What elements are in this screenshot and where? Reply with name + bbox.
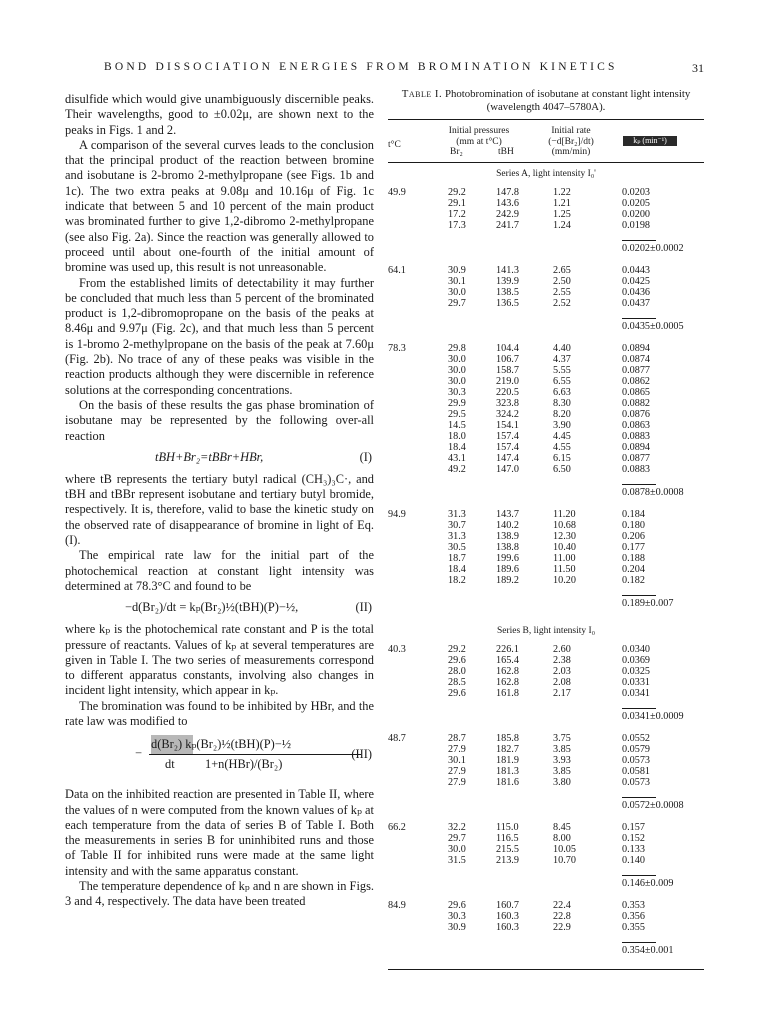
table-cell: 2.03: [553, 666, 571, 677]
table-cell: 30.0: [448, 365, 466, 376]
average-value: 0.0435±0.0005: [622, 321, 684, 332]
column-rate: [553, 343, 571, 475]
running-title: BOND DISSOCIATION ENERGIES FROM BROMINATION KINETICS: [104, 61, 618, 73]
table-cell: 43.1: [448, 453, 466, 464]
series-b-title: Series B, light intensity I₀: [496, 626, 596, 636]
column-rate: [553, 733, 571, 788]
table-cell: 29.7: [448, 833, 466, 844]
table-cell: 220.5: [496, 387, 519, 398]
col-rate-constant: kₚ (min⁻¹): [623, 136, 677, 146]
table-cell: 12.30: [553, 531, 576, 542]
table-cell: 27.9: [448, 766, 466, 777]
table-cell: 30.9: [448, 265, 466, 276]
col-initial-pressures: [446, 126, 514, 157]
equation-3: [65, 735, 374, 779]
column-tbh: [496, 509, 519, 586]
column-br2: [448, 900, 466, 933]
column-k: [622, 822, 645, 866]
table-cell: 30.0: [448, 844, 466, 855]
equation-3-number: (III): [351, 747, 372, 762]
column-br2: [448, 644, 466, 699]
table-cell: 2.52: [553, 298, 571, 309]
table-cell: 3.85: [553, 766, 571, 777]
table-cell: 10.20: [553, 575, 576, 586]
table-cell: 323.8: [496, 398, 519, 409]
table-cell: 138.8: [496, 542, 519, 553]
table-cell: 157.4: [496, 431, 519, 442]
table-cell: 0.0573: [622, 755, 651, 766]
table-cell: 116.5: [496, 833, 519, 844]
column-tbh: [496, 644, 519, 699]
equation-3-denominator: 1+n(HBr)/(Br₂): [205, 757, 283, 772]
average-rule: [622, 708, 656, 709]
temperature-cell: 40.3: [388, 644, 406, 655]
table-cell: 2.55: [553, 287, 571, 298]
table-cell: 22.9: [553, 922, 571, 933]
table-cell: 213.9: [496, 855, 519, 866]
table-cell: 30.1: [448, 755, 466, 766]
table-caption: [388, 88, 704, 113]
paragraph-6: The empirical rate law for the initial part of the photochemical reaction at constant light intensity was determined at 78.3°C and found to be: [65, 548, 374, 593]
table-cell: 160.7: [496, 900, 519, 911]
column-br2: [448, 265, 466, 309]
table-cell: 181.9: [496, 755, 519, 766]
column-rate: [553, 644, 571, 699]
table-cell: 4.40: [553, 343, 571, 354]
table-cell: 30.9: [448, 922, 466, 933]
fraction-bar: [149, 754, 361, 755]
table-row-group: [388, 900, 704, 967]
column-rate: [553, 265, 571, 309]
table-cell: 1.21: [553, 198, 571, 209]
table-cell: 49.2: [448, 464, 466, 475]
table-cell: 141.3: [496, 265, 519, 276]
table-cell: 10.70: [553, 855, 576, 866]
column-rate: [553, 900, 571, 933]
table-cell: 139.9: [496, 276, 519, 287]
table-cell: 324.2: [496, 409, 519, 420]
table-cell: 0.204: [622, 564, 645, 575]
column-rate: [553, 187, 571, 231]
table-cell: 0.0205: [622, 198, 651, 209]
table-cell: 3.80: [553, 777, 571, 788]
series-a-rows: [388, 187, 704, 620]
table-row-group: [388, 187, 704, 265]
average-value: 0.0202±0.0002: [622, 243, 684, 254]
table-cell: 6.15: [553, 453, 571, 464]
table-cell: 27.9: [448, 744, 466, 755]
table-cell: 0.0425: [622, 276, 651, 287]
temperature-cell: 94.9: [388, 509, 406, 520]
table-cell: 181.3: [496, 766, 519, 777]
average-rule: [622, 484, 656, 485]
paragraph-10: The temperature dependence of kₚ and n are shown in Figs. 3 and 4, respectively. The data have been treated: [65, 879, 375, 909]
table-cell: 0.0883: [622, 431, 651, 442]
table-cell: 3.75: [553, 733, 571, 744]
temperature-cell: 84.9: [388, 900, 406, 911]
table-cell: 29.6: [448, 900, 466, 911]
column-br2: [448, 187, 466, 231]
table-cell: 3.93: [553, 755, 571, 766]
table-cell: 31.3: [448, 531, 466, 542]
table-cell: 0.0862: [622, 376, 651, 387]
table-cell: 28.0: [448, 666, 466, 677]
table-cell: 0.353: [622, 900, 645, 911]
table-cell: 143.6: [496, 198, 519, 209]
table-cell: 30.5: [448, 542, 466, 553]
column-tbh: [496, 265, 519, 309]
running-header: [104, 61, 704, 77]
table-cell: 0.0443: [622, 265, 651, 276]
average-value: 0.0878±0.0008: [622, 487, 684, 498]
table-cell: 0.188: [622, 553, 645, 564]
table-cell: 0.0331: [622, 677, 651, 688]
table-bottom-rule: [388, 969, 704, 970]
table-cell: 8.00: [553, 833, 571, 844]
table-cell: 30.0: [448, 287, 466, 298]
average-value: 0.0341±0.0009: [622, 711, 684, 722]
table-cell: 185.8: [496, 733, 519, 744]
table-cell: 8.45: [553, 822, 571, 833]
table-cell: 30.1: [448, 276, 466, 287]
table-cell: 6.50: [553, 464, 571, 475]
temperature-cell: 78.3: [388, 343, 406, 354]
col-rate-label-3: (mm/min): [551, 147, 591, 157]
column-k: [622, 265, 650, 309]
table-cell: 28.5: [448, 677, 466, 688]
table-cell: 219.0: [496, 376, 519, 387]
paragraph-5: where tB represents the tertiary butyl radical (CH₃)₃C·, and tBH and tBBr represent isobutane and tertiary butyl bromide, respectively. It is, therefore, valid to base the kinetic study on the observed rate of disappearance of bromine in light of Eq. (I).: [65, 471, 374, 548]
table-cell: 0.0203: [622, 187, 651, 198]
average-rule: [622, 595, 656, 596]
table-cell: 1.22: [553, 187, 571, 198]
table-cell: 6.63: [553, 387, 571, 398]
table-cell: 0.184: [622, 509, 645, 520]
table-cell: 0.180: [622, 520, 645, 531]
table-cell: 29.2: [448, 187, 466, 198]
table-cell: 226.1: [496, 644, 519, 655]
table-cell: 29.9: [448, 398, 466, 409]
column-k: [622, 644, 650, 699]
table-cell: 4.55: [553, 442, 571, 453]
col-temperature: t°C: [388, 140, 401, 150]
table-cell: 29.1: [448, 198, 466, 209]
series-a-title: Series A, light intensity I₀': [496, 169, 596, 179]
table-cell: 147.0: [496, 464, 519, 475]
table-cell: 2.08: [553, 677, 571, 688]
col-tbh: tBH: [498, 147, 514, 157]
table-cell: 10.68: [553, 520, 576, 531]
table-cell: 17.2: [448, 209, 466, 220]
table-cell: 215.5: [496, 844, 519, 855]
table-cell: 0.0573: [622, 777, 651, 788]
table-cell: 0.152: [622, 833, 645, 844]
average-rule: [622, 797, 656, 798]
table-cell: 0.0865: [622, 387, 651, 398]
average-value: 0.354±0.001: [622, 945, 674, 956]
table-cell: 10.05: [553, 844, 576, 855]
table-cell: 14.5: [448, 420, 466, 431]
col-br2: Br₂: [450, 147, 463, 157]
table-column-headers: [388, 120, 704, 162]
average-rule: [622, 318, 656, 319]
table-cell: 0.0325: [622, 666, 651, 677]
column-k: [622, 733, 650, 788]
table-cell: 0.356: [622, 911, 645, 922]
table-cell: 10.40: [553, 542, 576, 553]
table-cell: 11.50: [553, 564, 576, 575]
table-cell: 32.2: [448, 822, 466, 833]
table-cell: 138.9: [496, 531, 519, 542]
table-cell: 29.7: [448, 298, 466, 309]
column-rate: [553, 822, 576, 866]
column-br2: [448, 733, 466, 788]
paragraph-1: disulfide which would give unambiguously discernible peaks. Their wavelengths, good to ±0.02μ, are shown next to the peaks in Figs. 1 and 2.: [65, 92, 374, 137]
table-cell: 0.0581: [622, 766, 651, 777]
table-cell: 140.2: [496, 520, 519, 531]
table-cell: 18.0: [448, 431, 466, 442]
col-initial-rate: [538, 126, 604, 158]
table-cell: 29.5: [448, 409, 466, 420]
column-tbh: [496, 733, 519, 788]
equation-2-number: (II): [355, 600, 372, 615]
table-cell: 29.6: [448, 655, 466, 666]
table-cell: 3.90: [553, 420, 571, 431]
column-k: [622, 187, 650, 231]
table-cell: 0.0436: [622, 287, 651, 298]
table-cell: 0.355: [622, 922, 645, 933]
table-cell: 0.0579: [622, 744, 651, 755]
table-cell: 2.50: [553, 276, 571, 287]
table-row-group: [388, 822, 704, 900]
minus-sign: −: [135, 746, 142, 761]
table-cell: 0.0876: [622, 409, 651, 420]
table-cell: 0.182: [622, 575, 645, 586]
table-cell: 162.8: [496, 666, 519, 677]
table-cell: 138.5: [496, 287, 519, 298]
table-cell: 0.0883: [622, 464, 651, 475]
table-cell: 11.00: [553, 553, 576, 564]
table-cell: 5.55: [553, 365, 571, 376]
table-cell: 143.7: [496, 509, 519, 520]
column-br2: [448, 822, 466, 866]
temperature-cell: 66.2: [388, 822, 406, 833]
table-cell: 30.0: [448, 376, 466, 387]
table-cell: 8.20: [553, 409, 571, 420]
average-rule: [622, 240, 656, 241]
table-cell: 2.38: [553, 655, 571, 666]
table-cell: 30.7: [448, 520, 466, 531]
table-cell: 1.24: [553, 220, 571, 231]
table-row-group: [388, 343, 704, 509]
table-cell: 27.9: [448, 777, 466, 788]
table-cell: 0.0877: [622, 453, 651, 464]
table-cell: 136.5: [496, 298, 519, 309]
table-cell: 18.7: [448, 553, 466, 564]
column-tbh: [496, 187, 519, 231]
average-rule: [622, 942, 656, 943]
table-cell: 18.4: [448, 442, 466, 453]
column-br2: [448, 343, 466, 475]
table-cell: 181.6: [496, 777, 519, 788]
col-pressure-label-2: (mm at t°C): [456, 136, 502, 147]
table-cell: 6.55: [553, 376, 571, 387]
table-cell: 154.1: [496, 420, 519, 431]
average-rule: [622, 875, 656, 876]
table-cell: 2.17: [553, 688, 571, 699]
table-cell: 0.0894: [622, 442, 651, 453]
left-column-text: [65, 92, 374, 910]
paragraph-2: A comparison of the several curves leads to the conclusion that the principal product of the reaction between bromine and isobutane is 2-bromo 2-methylpropane (see Figs. 1b and 1c). The two extra peaks at 9.08μ and 10.16μ of Fig. 1c indicate that between 5 and 10 percent of the main product was brominated further to give 1,2-dibromo 2-methylpropane (see also Fig. 2a). Since the reaction was generally allowed to proceed until about one-fourth of the initial amount of bromine was used up, this result is not unreasonable.: [65, 137, 374, 275]
column-k: [622, 900, 645, 933]
table-cell: 115.0: [496, 822, 519, 833]
table-label: Table I.: [401, 88, 443, 100]
column-tbh: [496, 343, 519, 475]
table-header-rule: [388, 162, 704, 163]
average-value: 0.0572±0.0008: [622, 800, 684, 811]
table-cell: 18.4: [448, 564, 466, 575]
equation-2: [65, 597, 374, 619]
table-cell: 189.2: [496, 575, 519, 586]
table-cell: 0.133: [622, 844, 645, 855]
table-cell: 8.30: [553, 398, 571, 409]
table-cell: 165.4: [496, 655, 519, 666]
col-rate-label-1: Initial rate: [551, 126, 591, 136]
equation-3-numerator: d(Br₂) kₚ(Br₂)½(tBH)(P)−½: [151, 737, 291, 752]
paragraph-8: The bromination was found to be inhibited by HBr, and the rate law was modified to: [65, 698, 374, 728]
series-b-rows: [388, 644, 704, 967]
table-cell: 0.206: [622, 531, 645, 542]
paragraph-4: On the basis of these results the gas phase bromination of isobutane may be represented by the following over-all reaction: [65, 397, 374, 443]
column-rate: [553, 509, 576, 586]
table-cell: 189.6: [496, 564, 519, 575]
col-rate-label-2: (−d[Br₂]/dt): [548, 136, 594, 147]
table-cell: 22.8: [553, 911, 571, 922]
table-cell: 17.3: [448, 220, 466, 231]
table-cell: 18.2: [448, 575, 466, 586]
table-cell: 158.7: [496, 365, 519, 376]
table-cell: 4.45: [553, 431, 571, 442]
column-k: [622, 509, 645, 586]
table-row-group: [388, 733, 704, 822]
table-cell: 0.140: [622, 855, 645, 866]
temperature-cell: 49.9: [388, 187, 406, 198]
table-cell: 0.177: [622, 542, 645, 553]
table-cell: 29.2: [448, 644, 466, 655]
col-pressure-label-1: Initial pressures: [448, 126, 510, 136]
equation-1-text: tBH+Br₂=tBBr+HBr,: [155, 449, 264, 464]
table-cell: 0.0863: [622, 420, 651, 431]
table-cell: 106.7: [496, 354, 519, 365]
temperature-cell: 64.1: [388, 265, 406, 276]
table-cell: 147.4: [496, 453, 519, 464]
table-cell: 160.3: [496, 911, 519, 922]
table-cell: 29.6: [448, 688, 466, 699]
column-br2: [448, 509, 466, 586]
table-cell: 0.0552: [622, 733, 651, 744]
temperature-cell: 48.7: [388, 733, 406, 744]
average-value: 0.146±0.009: [622, 878, 674, 889]
table-cell: 30.0: [448, 354, 466, 365]
table-cell: 160.3: [496, 922, 519, 933]
table-caption-text: Photobromination of isobutane at constant light intensity (wavelength 4047–5780A).: [444, 88, 691, 113]
table-cell: 1.25: [553, 209, 571, 220]
table-cell: 0.0437: [622, 298, 651, 309]
table-cell: 11.20: [553, 509, 576, 520]
equation-1: [65, 447, 374, 469]
table-row-group: [388, 509, 704, 620]
table-cell: 29.8: [448, 343, 466, 354]
table-cell: 242.9: [496, 209, 519, 220]
table-cell: 30.3: [448, 387, 466, 398]
table-cell: 0.0882: [622, 398, 651, 409]
table-cell: 0.0877: [622, 365, 651, 376]
table-cell: 147.8: [496, 187, 519, 198]
table-cell: 182.7: [496, 744, 519, 755]
table-row-group: [388, 644, 704, 733]
equation-2-text: −d(Br₂)/dt = kₚ(Br₂)½(tBH)(P)−½,: [125, 600, 299, 615]
table-cell: 104.4: [496, 343, 519, 354]
table-cell: 199.6: [496, 553, 519, 564]
table-cell: 157.4: [496, 442, 519, 453]
table-cell: 0.0200: [622, 209, 651, 220]
table-cell: 3.85: [553, 744, 571, 755]
page-number: 31: [692, 61, 704, 75]
paragraph-3: From the established limits of detectability it may further be concluded that much less than 5 percent of the brominated product is 1,2-dibromopropane on the basis of the peaks at 8.46μ and 9.97μ (Fig. 2c), and that much less than 5 percent is 1-bromo 2-methylpropane on the basis of the peak at 7.60μ (Fig. 2b). No trace of any of these peaks was visible in the reaction products although they were discernible in reference solutions at the corresponding concentrations.: [65, 275, 374, 397]
table-cell: 0.157: [622, 822, 645, 833]
paragraph-9: Data on the inhibited reaction are presented in Table II, where the values of n were computed from the known values of kₚ at each temperature from the data of series B of Table I. Both the measurements in series B for uninhibited runs and those of Table II for inhibited runs were made at the same light intensity and with the same apparatus constant.: [65, 787, 374, 878]
table-cell: 161.8: [496, 688, 519, 699]
table-cell: 0.0340: [622, 644, 651, 655]
table-cell: 4.37: [553, 354, 571, 365]
table-cell: 241.7: [496, 220, 519, 231]
table-cell: 31.3: [448, 509, 466, 520]
table-cell: 0.0874: [622, 354, 651, 365]
table-cell: 0.0198: [622, 220, 651, 231]
average-value: 0.189±0.007: [622, 598, 674, 609]
column-tbh: [496, 900, 519, 933]
equation-3-dt: dt: [165, 757, 175, 772]
table-cell: 162.8: [496, 677, 519, 688]
table-cell: 2.65: [553, 265, 571, 276]
table-cell: 0.0341: [622, 688, 651, 699]
table-cell: 2.60: [553, 644, 571, 655]
table-1: [388, 88, 704, 970]
column-k: [622, 343, 650, 475]
table-cell: 0.0369: [622, 655, 651, 666]
paragraph-7: where kₚ is the photochemical rate constant and P is the total pressure of reactants. Values of kₚ at several temperatures are given in Table I. The two series of measurements correspond to different apparatus constants, involving also changes in incident light intensity, which appear in kₚ.: [65, 622, 374, 698]
table-cell: 28.7: [448, 733, 466, 744]
table-cell: 31.5: [448, 855, 466, 866]
table-row-group: [388, 265, 704, 343]
table-cell: 22.4: [553, 900, 571, 911]
table-cell: 30.3: [448, 911, 466, 922]
table-cell: 0.0894: [622, 343, 651, 354]
column-tbh: [496, 822, 519, 866]
equation-1-number: (I): [359, 449, 372, 464]
